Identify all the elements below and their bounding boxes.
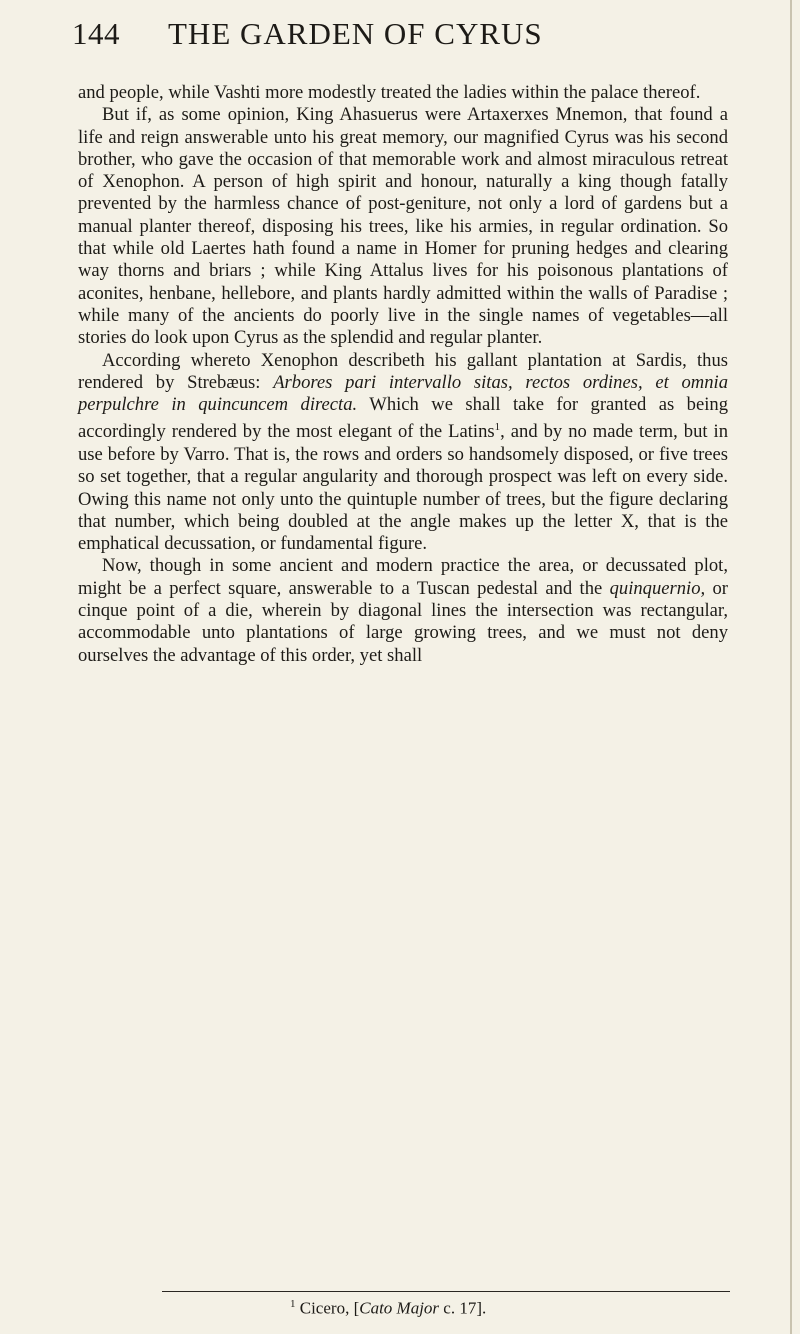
footnote-text-a: Cicero, [	[295, 1298, 360, 1318]
paragraph-3-middle: Which we shall take for granted as being accordingly rendered by the most elegant of the Latins	[78, 394, 728, 443]
footnote	[290, 1298, 486, 1319]
latin-quotation: Arbores pari intervallo sitas, rectos ordines, et omnia perpulchre in quincuncem directa.	[78, 371, 728, 416]
latin-term: quinquernio,	[609, 577, 706, 599]
paragraph-1: and people, while Vashti more modestly treated the ladies within the palace thereof.	[78, 82, 701, 103]
paragraph-3-end: , and by no made term, but in use before by Varro. That is, the rows and orders so handsomely disposed, or five trees so set together, that a regular angularity and thorough prospect was left on every side. Owing this name not only unto the quintuple number of trees, but the figure declaring that number, which being doubled at the angle makes up the letter X, that is the emphatical decussation, or fundamental figure.	[78, 421, 728, 555]
paragraph-4	[78, 555, 728, 666]
body-text	[78, 82, 728, 667]
paragraph-3-lead: According whereto Xenophon describeth his gallant plantation at Sardis, thus rendered by Strebæus:	[78, 349, 728, 393]
page-edge	[790, 0, 792, 1334]
footnote-italic: Cato Major	[359, 1298, 440, 1318]
paragraph-4-end: or cinque point of a die, wherein by diagonal lines the intersection was rectangular, accommodable unto plantations of large growing trees, and we must not deny ourselves the advantage of this order, yet shall	[78, 577, 728, 666]
page-header	[72, 16, 732, 56]
footnote-text-b: c. 17].	[439, 1298, 487, 1318]
page-number: 144	[72, 16, 120, 51]
footnote-mark: 1	[290, 1298, 296, 1310]
paragraph-3	[78, 350, 728, 556]
paragraph-4-lead: Now, though in some ancient and modern practice the area, or decussated plot, might be a perfect square, answerable to a Tuscan pedestal and the	[78, 555, 728, 599]
footnote-reference: 1	[494, 421, 501, 434]
running-title: THE GARDEN OF CYRUS	[168, 16, 543, 51]
footnote-rule	[162, 1291, 730, 1292]
paragraph-2: But if, as some opinion, King Ahasuerus were Artaxerxes Mnemon, that found a life and reign answerable unto his great memory, our magnified Cyrus was his second brother, who gave the occasion of that memorable work and almost miraculous retreat of Xenophon. A person of high spirit and honour, naturally a king though fatally prevented by the harmless chance of post-geniture, not only a lord of gardens but a manual planter thereof, disposing his trees, like his armies, in regular ordination. So that while old Laertes hath found a name in Homer for pruning hedges and clearing way thorns and briars ; while King Attalus lives for his poisonous plantations of aconites, henbane, hellebore, and plants hardly admitted within the walls of Paradise ; while many of the ancients do poorly live in the single names of vegetables—all stories do look upon Cyrus as the splendid and regular planter.	[78, 104, 728, 349]
